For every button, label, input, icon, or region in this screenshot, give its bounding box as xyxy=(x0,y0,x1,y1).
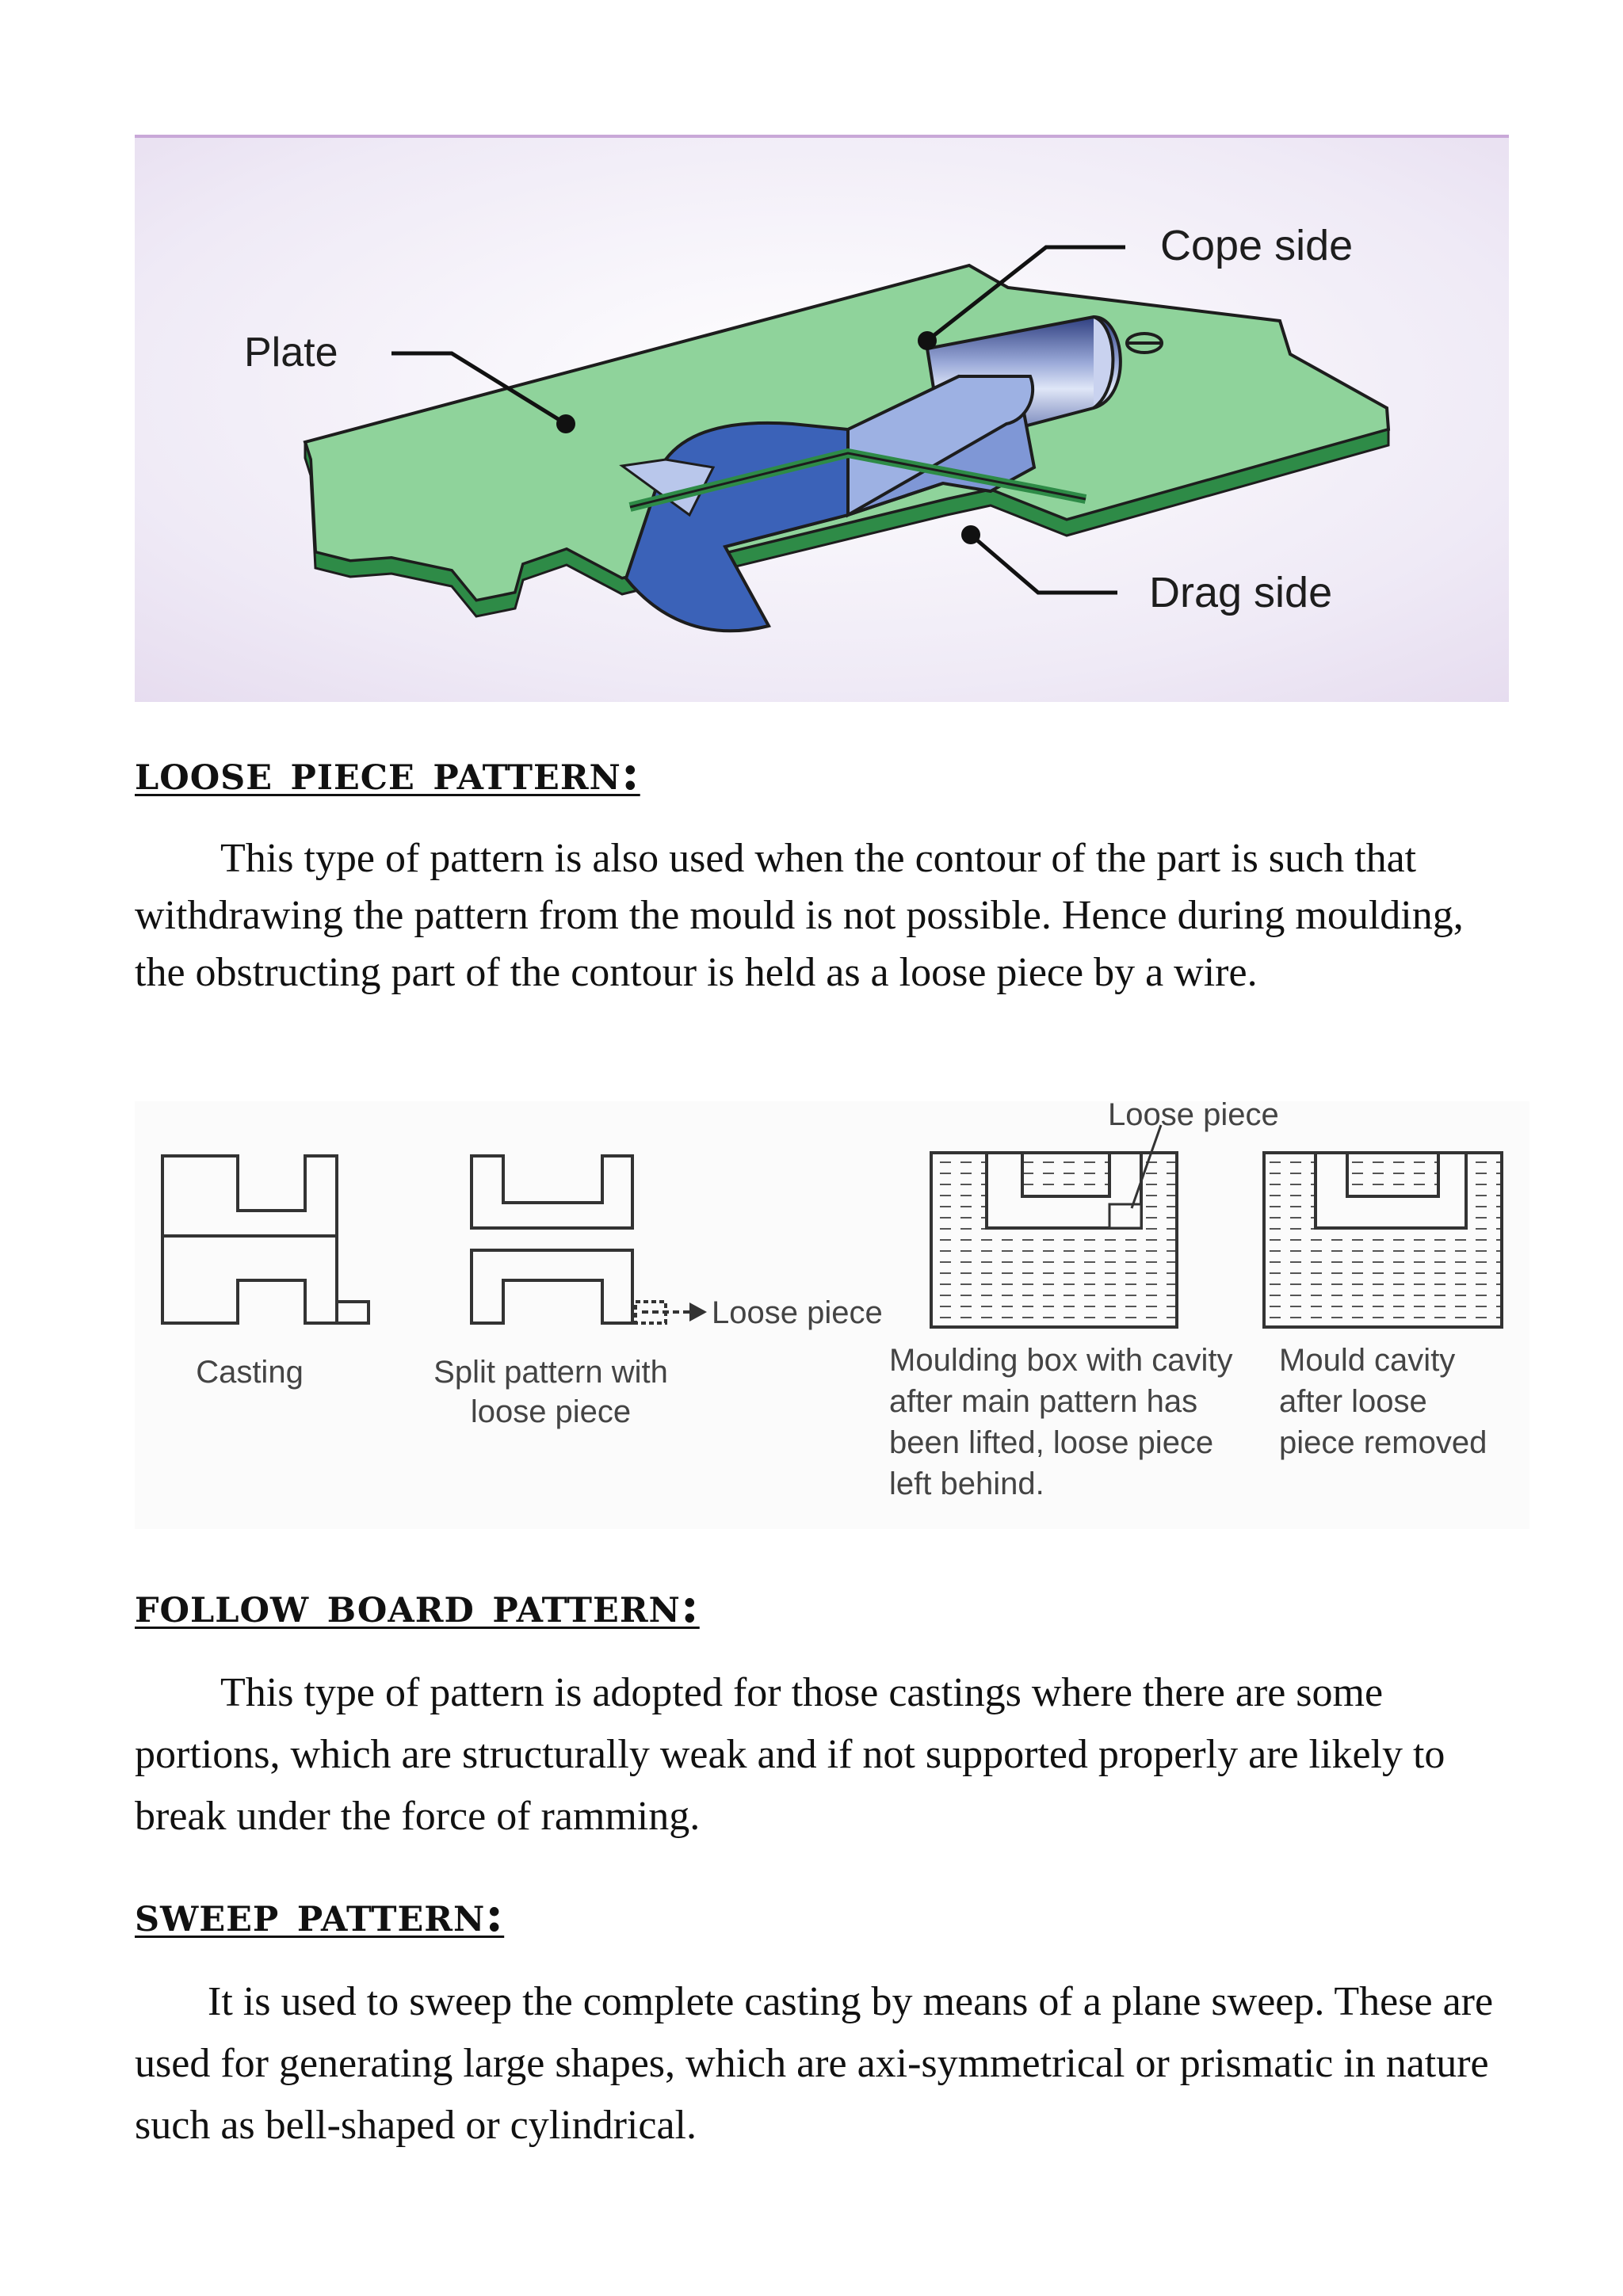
moulding-box-label-line1: Moulding box with cavity xyxy=(889,1343,1233,1378)
moulding-box-label-line3: been lifted, loose piece xyxy=(889,1425,1214,1460)
mould-cavity-drawing xyxy=(1264,1153,1502,1327)
follow-board-text: This type of pattern is adopted for those castings where there are some portions, which are structurally weak and if not supported properly are likely to break under the force of ramming. xyxy=(135,1670,1445,1839)
moulding-box-drawing xyxy=(931,1125,1177,1327)
follow-board-paragraph xyxy=(135,1662,1514,1848)
mould-cavity-label-line1: Mould cavity xyxy=(1279,1343,1456,1378)
mould-cavity-label-line3: piece removed xyxy=(1279,1425,1487,1460)
loose-piece-figure xyxy=(135,1101,1529,1529)
sweep-paragraph xyxy=(135,1971,1514,2157)
loose-piece-arrow-label: Loose piece xyxy=(712,1295,883,1330)
mould-cavity-label-line2: after loose xyxy=(1279,1384,1427,1419)
loose-piece-top-label: Loose piece xyxy=(1108,1101,1279,1132)
split-pattern-label-line1: Split pattern with xyxy=(433,1355,668,1390)
cope-side-label: Cope side xyxy=(1160,222,1354,269)
sweep-heading: sweep pattern: xyxy=(135,1885,505,1943)
plate-label: Plate xyxy=(244,330,338,376)
sweep-text: It is used to sweep the complete casting by means of a plane sweep. These are used for generating large shapes, which are axi-symmetrical or prismatic in nature such as bell-shaped or cylindrical. xyxy=(135,1979,1494,2148)
loose-piece-paragraph xyxy=(135,830,1514,1001)
loose-piece-text: This type of pattern is also used when the contour of the part is such that withdrawing the pattern from the mould is not possible. Hence during moulding, the obstructing part of the contour is held as a loose piece by a wire. xyxy=(135,836,1464,995)
casting-label: Casting xyxy=(196,1355,304,1390)
moulding-box-label-line4: left behind. xyxy=(889,1466,1044,1501)
moulding-box-label-line2: after main pattern has xyxy=(889,1384,1198,1419)
follow-board-heading: follow board pattern: xyxy=(135,1576,700,1634)
loose-piece-heading: loose piece pattern: xyxy=(135,743,640,801)
match-plate-figure xyxy=(135,135,1509,702)
drag-side-label: Drag side xyxy=(1149,569,1333,616)
split-pattern-label-line2: loose piece xyxy=(470,1394,632,1429)
